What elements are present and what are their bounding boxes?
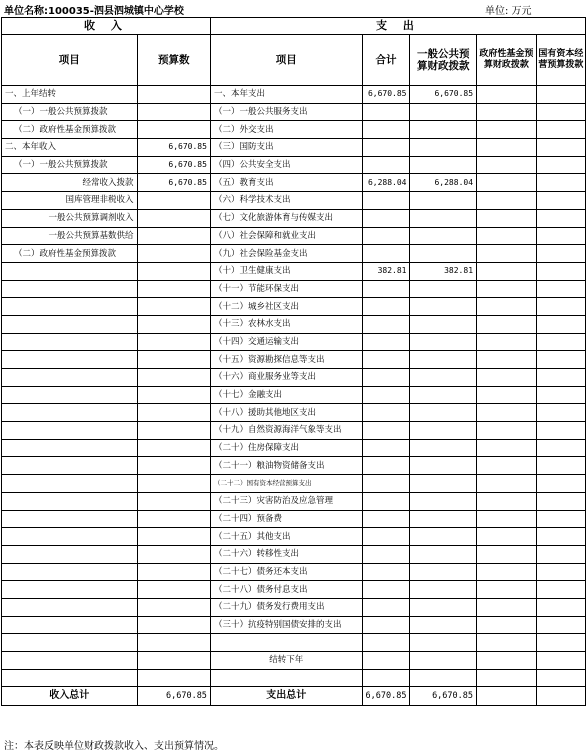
cell-expense-total	[362, 422, 410, 440]
cell-expense-fund	[477, 545, 537, 563]
cell-expense-capital	[536, 174, 585, 192]
cell-income-value	[137, 475, 210, 493]
cell-expense-capital	[536, 86, 585, 104]
cell-expense-general	[410, 563, 477, 581]
cell-income-value	[137, 404, 210, 422]
cell-income-value	[137, 227, 210, 245]
cell-expense-capital	[536, 209, 585, 227]
expense-total-label: 支出总计	[210, 687, 362, 706]
cell-expense-item: （十二）城乡社区支出	[210, 298, 362, 316]
cell-expense-fund	[477, 634, 537, 652]
cell-expense-total	[362, 598, 410, 616]
cell-income-value	[137, 669, 210, 687]
cell-expense-capital	[536, 510, 585, 528]
cell-expense-item: （二十四）预备费	[210, 510, 362, 528]
table-row	[2, 174, 586, 192]
cell-expense-total	[362, 510, 410, 528]
cell-expense-item: （二十一）粮油物资储备支出	[210, 457, 362, 475]
cell-income-value	[137, 563, 210, 581]
table-row	[2, 422, 586, 440]
table-row	[2, 404, 586, 422]
cell-income-item: 一、上年结转	[2, 86, 138, 104]
cell-income-value	[137, 598, 210, 616]
cell-income-value	[137, 386, 210, 404]
table-row	[2, 581, 586, 599]
cell-income-item	[2, 280, 138, 298]
table-row	[2, 103, 586, 121]
table-row	[2, 139, 586, 157]
table-row	[2, 86, 586, 104]
cell-expense-capital	[536, 669, 585, 687]
cell-income-value	[137, 280, 210, 298]
cell-expense-total	[362, 634, 410, 652]
cell-expense-item: （二十二）国有资本经营预算支出	[210, 475, 362, 493]
cell-expense-fund	[477, 121, 537, 139]
table-row	[2, 616, 586, 634]
cell-expense-capital	[536, 439, 585, 457]
cell-expense-general	[410, 386, 477, 404]
cell-expense-item: （六）科学技术支出	[210, 192, 362, 210]
cell-income-item	[2, 315, 138, 333]
cell-expense-item: 一、本年支出	[210, 86, 362, 104]
cell-expense-general	[410, 634, 477, 652]
cell-expense-item: （二十）住房保障支出	[210, 439, 362, 457]
cell-expense-total	[362, 209, 410, 227]
cell-expense-capital	[536, 262, 585, 280]
cell-expense-item: （二十八）债务付息支出	[210, 581, 362, 599]
cell-income-value	[137, 510, 210, 528]
cell-income-item: （二）政府性基金预算拨款	[2, 245, 138, 263]
cell-income-value	[137, 262, 210, 280]
cell-income-value	[137, 245, 210, 263]
cell-expense-total	[362, 245, 410, 263]
cell-expense-total	[362, 298, 410, 316]
cell-expense-general	[410, 103, 477, 121]
cell-expense-capital	[536, 457, 585, 475]
table-row	[2, 652, 586, 670]
cell-expense-item: （十五）资源勘探信息等支出	[210, 351, 362, 369]
cell-income-value: 6,670.85	[137, 139, 210, 157]
cell-expense-capital	[536, 351, 585, 369]
cell-expense-fund	[477, 510, 537, 528]
cell-income-value	[137, 616, 210, 634]
cell-income-item	[2, 262, 138, 280]
cell-expense-total: 382.81	[362, 262, 410, 280]
cell-expense-item	[210, 669, 362, 687]
cell-expense-item: （二十九）债务发行费用支出	[210, 598, 362, 616]
cell-income-item	[2, 369, 138, 387]
report-header	[0, 0, 586, 16]
cell-expense-capital	[536, 652, 585, 670]
unit-name: 单位名称:100035-泗县泗城镇中心学校	[4, 6, 184, 17]
cell-income-value	[137, 192, 210, 210]
cell-expense-capital	[536, 333, 585, 351]
cell-expense-general	[410, 581, 477, 599]
cell-expense-capital	[536, 192, 585, 210]
cell-income-item	[2, 492, 138, 510]
cell-expense-fund	[477, 528, 537, 546]
cell-income-value	[137, 439, 210, 457]
cell-income-item	[2, 563, 138, 581]
cell-expense-general	[410, 475, 477, 493]
cell-expense-general	[410, 669, 477, 687]
cell-expense-capital	[536, 528, 585, 546]
cell-expense-capital	[536, 475, 585, 493]
cell-expense-general	[410, 139, 477, 157]
cell-expense-item: （五）教育支出	[210, 174, 362, 192]
cell-expense-fund	[477, 245, 537, 263]
table-row	[2, 492, 586, 510]
cell-expense-general	[410, 545, 477, 563]
cell-expense-item: （四）公共安全支出	[210, 156, 362, 174]
cell-income-value	[137, 528, 210, 546]
cell-expense-item: （十六）商业服务业等支出	[210, 369, 362, 387]
cell-income-item	[2, 616, 138, 634]
table-row	[2, 192, 586, 210]
cell-expense-total	[362, 475, 410, 493]
cell-expense-capital	[536, 422, 585, 440]
cell-expense-total	[362, 492, 410, 510]
table-row	[2, 510, 586, 528]
cell-expense-total	[362, 103, 410, 121]
table-row	[2, 475, 586, 493]
cell-income-item	[2, 422, 138, 440]
cell-income-value	[137, 209, 210, 227]
cell-expense-fund	[477, 103, 537, 121]
cell-income-item: （二）政府性基金预算拨款	[2, 121, 138, 139]
cell-expense-fund	[477, 139, 537, 157]
cell-expense-fund	[477, 457, 537, 475]
cell-expense-general	[410, 209, 477, 227]
cell-expense-capital	[536, 139, 585, 157]
currency-unit: 单位: 万元	[485, 6, 532, 17]
table-row	[2, 563, 586, 581]
cell-income-item	[2, 669, 138, 687]
cell-expense-fund	[477, 174, 537, 192]
cell-income-value	[137, 457, 210, 475]
cell-expense-fund	[477, 351, 537, 369]
cell-expense-total	[362, 333, 410, 351]
cell-income-item	[2, 581, 138, 599]
cell-income-value	[137, 369, 210, 387]
cell-income-item	[2, 351, 138, 369]
cell-expense-fund	[477, 156, 537, 174]
col-header-budget: 预算数	[137, 35, 210, 86]
cell-income-item: 一般公共预算调剂收入	[2, 209, 138, 227]
cell-expense-general	[410, 616, 477, 634]
cell-expense-capital	[536, 581, 585, 599]
cell-expense-general	[410, 227, 477, 245]
cell-income-value	[137, 121, 210, 139]
cell-income-item	[2, 510, 138, 528]
cell-expense-capital	[536, 404, 585, 422]
cell-expense-fund	[477, 422, 537, 440]
cell-income-value: 6,670.85	[137, 174, 210, 192]
cell-expense-fund	[477, 598, 537, 616]
cell-expense-fund	[477, 315, 537, 333]
cell-expense-general	[410, 121, 477, 139]
cell-expense-fund	[477, 227, 537, 245]
cell-income-value	[137, 298, 210, 316]
col-header-general: 一般公共预算财政拨款	[410, 35, 477, 86]
cell-expense-item: （十三）农林水支出	[210, 315, 362, 333]
cell-income-item	[2, 528, 138, 546]
table-row	[2, 528, 586, 546]
budget-table	[1, 17, 586, 706]
table-row	[2, 386, 586, 404]
cell-expense-total	[362, 563, 410, 581]
cell-expense-item	[210, 634, 362, 652]
cell-expense-general	[410, 333, 477, 351]
section-header-row	[2, 18, 586, 35]
table-row	[2, 315, 586, 333]
cell-expense-total	[362, 669, 410, 687]
expense-general-total: 6,670.85	[410, 687, 477, 706]
cell-expense-fund	[477, 86, 537, 104]
cell-expense-item: （二十五）其他支出	[210, 528, 362, 546]
cell-expense-item: 结转下年	[210, 652, 362, 670]
cell-income-value	[137, 351, 210, 369]
cell-expense-capital	[536, 103, 585, 121]
cell-expense-capital	[536, 545, 585, 563]
cell-expense-fund	[477, 280, 537, 298]
cell-expense-item: （一）一般公共服务支出	[210, 103, 362, 121]
cell-expense-fund	[477, 652, 537, 670]
cell-income-item: （一）一般公共预算拨款	[2, 103, 138, 121]
cell-expense-capital	[536, 315, 585, 333]
cell-expense-general: 6,288.04	[410, 174, 477, 192]
cell-income-value	[137, 492, 210, 510]
cell-income-item	[2, 298, 138, 316]
cell-expense-capital	[536, 492, 585, 510]
cell-expense-general	[410, 280, 477, 298]
cell-expense-item: （九）社会保险基金支出	[210, 245, 362, 263]
table-row	[2, 634, 586, 652]
cell-income-value	[137, 422, 210, 440]
table-row	[2, 598, 586, 616]
cell-expense-total: 6,288.04	[362, 174, 410, 192]
cell-expense-general	[410, 439, 477, 457]
cell-expense-total	[362, 404, 410, 422]
cell-expense-item: （十九）自然资源海洋气象等支出	[210, 422, 362, 440]
cell-expense-general	[410, 492, 477, 510]
cell-expense-total	[362, 227, 410, 245]
cell-expense-item: （十八）援助其他地区支出	[210, 404, 362, 422]
table-row	[2, 121, 586, 139]
column-header-row	[2, 35, 586, 86]
cell-income-item: （一）一般公共预算拨款	[2, 156, 138, 174]
cell-income-value	[137, 315, 210, 333]
cell-expense-capital	[536, 369, 585, 387]
cell-expense-item: （三）国防支出	[210, 139, 362, 157]
cell-expense-item: （二十六）转移性支出	[210, 545, 362, 563]
table-row	[2, 209, 586, 227]
cell-expense-capital	[536, 280, 585, 298]
cell-expense-capital	[536, 245, 585, 263]
cell-expense-total	[362, 386, 410, 404]
cell-expense-general	[410, 351, 477, 369]
table-row	[2, 439, 586, 457]
cell-income-item	[2, 439, 138, 457]
expense-capital-total	[536, 687, 585, 706]
cell-income-item	[2, 386, 138, 404]
table-row	[2, 333, 586, 351]
cell-income-item	[2, 475, 138, 493]
table-row	[2, 245, 586, 263]
cell-expense-general	[410, 192, 477, 210]
cell-expense-total	[362, 315, 410, 333]
cell-expense-capital	[536, 386, 585, 404]
cell-expense-general	[410, 422, 477, 440]
cell-expense-fund	[477, 333, 537, 351]
cell-expense-fund	[477, 492, 537, 510]
cell-expense-general: 382.81	[410, 262, 477, 280]
table-body	[2, 86, 586, 687]
col-header-item2: 项目	[210, 35, 362, 86]
cell-expense-capital	[536, 156, 585, 174]
cell-expense-item: （二十七）债务还本支出	[210, 563, 362, 581]
cell-expense-fund	[477, 404, 537, 422]
totals-row	[2, 687, 586, 706]
table-row	[2, 351, 586, 369]
cell-income-value	[137, 103, 210, 121]
cell-expense-general	[410, 245, 477, 263]
table-row	[2, 545, 586, 563]
cell-expense-fund	[477, 475, 537, 493]
cell-income-item: 国库管理非税收入	[2, 192, 138, 210]
table-row	[2, 369, 586, 387]
cell-expense-item: （十一）节能环保支出	[210, 280, 362, 298]
cell-expense-general	[410, 457, 477, 475]
cell-income-value	[137, 581, 210, 599]
cell-income-item	[2, 404, 138, 422]
cell-expense-fund	[477, 581, 537, 599]
cell-expense-total	[362, 616, 410, 634]
cell-expense-general	[410, 510, 477, 528]
cell-expense-total	[362, 139, 410, 157]
cell-expense-general	[410, 369, 477, 387]
cell-expense-general	[410, 156, 477, 174]
cell-expense-fund	[477, 262, 537, 280]
expense-fund-total	[477, 687, 537, 706]
footnote: 注：本表反映单位财政拨款收入、支出预算情况。	[4, 741, 224, 752]
cell-income-item: 经常收入拨款	[2, 174, 138, 192]
table-row	[2, 280, 586, 298]
cell-expense-fund	[477, 669, 537, 687]
cell-expense-capital	[536, 634, 585, 652]
cell-expense-capital	[536, 121, 585, 139]
cell-expense-capital	[536, 563, 585, 581]
income-total-value: 6,670.85	[137, 687, 210, 706]
cell-expense-fund	[477, 369, 537, 387]
table-row	[2, 227, 586, 245]
cell-income-value	[137, 634, 210, 652]
cell-income-item	[2, 652, 138, 670]
cell-expense-total	[362, 457, 410, 475]
cell-expense-item: （二）外交支出	[210, 121, 362, 139]
cell-expense-fund	[477, 386, 537, 404]
cell-expense-total	[362, 545, 410, 563]
cell-expense-fund	[477, 192, 537, 210]
cell-expense-general: 6,670.85	[410, 86, 477, 104]
cell-expense-total	[362, 528, 410, 546]
cell-income-value	[137, 333, 210, 351]
cell-expense-fund	[477, 209, 537, 227]
income-section-header: 收 入	[2, 18, 211, 35]
cell-expense-total	[362, 439, 410, 457]
cell-expense-fund	[477, 439, 537, 457]
cell-expense-fund	[477, 616, 537, 634]
col-header-total: 合计	[362, 35, 410, 86]
cell-expense-capital	[536, 298, 585, 316]
cell-expense-total	[362, 192, 410, 210]
cell-expense-total	[362, 156, 410, 174]
table-row	[2, 457, 586, 475]
cell-expense-total	[362, 121, 410, 139]
cell-expense-total: 6,670.85	[362, 86, 410, 104]
table-row	[2, 262, 586, 280]
col-header-fund: 政府性基金预算财政拨款	[477, 35, 537, 86]
cell-expense-general	[410, 315, 477, 333]
cell-income-value	[137, 545, 210, 563]
income-total-label: 收入总计	[2, 687, 138, 706]
table-row	[2, 156, 586, 174]
cell-expense-item: （八）社会保障和就业支出	[210, 227, 362, 245]
cell-income-item: 二、本年收入	[2, 139, 138, 157]
cell-income-value	[137, 86, 210, 104]
cell-expense-item: （七）文化旅游体育与传媒支出	[210, 209, 362, 227]
cell-expense-item: （十）卫生健康支出	[210, 262, 362, 280]
cell-expense-total	[362, 581, 410, 599]
cell-expense-general	[410, 598, 477, 616]
col-header-item: 项目	[2, 35, 138, 86]
cell-expense-capital	[536, 227, 585, 245]
expense-section-header: 支 出	[210, 18, 585, 35]
table-row	[2, 298, 586, 316]
cell-income-item: 一般公共预算基数供给	[2, 227, 138, 245]
cell-expense-general	[410, 404, 477, 422]
cell-expense-total	[362, 351, 410, 369]
cell-expense-item: （十四）交通运输支出	[210, 333, 362, 351]
col-header-state-capital: 国有资本经营预算拨款	[536, 35, 585, 86]
cell-expense-item: （三十）抗疫特别国债安排的支出	[210, 616, 362, 634]
cell-expense-fund	[477, 298, 537, 316]
cell-income-item	[2, 598, 138, 616]
cell-income-value	[137, 652, 210, 670]
cell-income-item	[2, 545, 138, 563]
cell-income-value: 6,670.85	[137, 156, 210, 174]
expense-total-value: 6,670.85	[362, 687, 410, 706]
table-row	[2, 669, 586, 687]
cell-expense-fund	[477, 563, 537, 581]
cell-expense-total	[362, 369, 410, 387]
cell-expense-total	[362, 652, 410, 670]
cell-expense-general	[410, 298, 477, 316]
cell-expense-general	[410, 528, 477, 546]
cell-expense-capital	[536, 598, 585, 616]
cell-expense-item: （十七）金融支出	[210, 386, 362, 404]
cell-expense-capital	[536, 616, 585, 634]
cell-expense-total	[362, 280, 410, 298]
cell-income-item	[2, 634, 138, 652]
cell-income-item	[2, 457, 138, 475]
cell-income-item	[2, 333, 138, 351]
cell-expense-item: （二十三）灾害防治及应急管理	[210, 492, 362, 510]
cell-expense-general	[410, 652, 477, 670]
